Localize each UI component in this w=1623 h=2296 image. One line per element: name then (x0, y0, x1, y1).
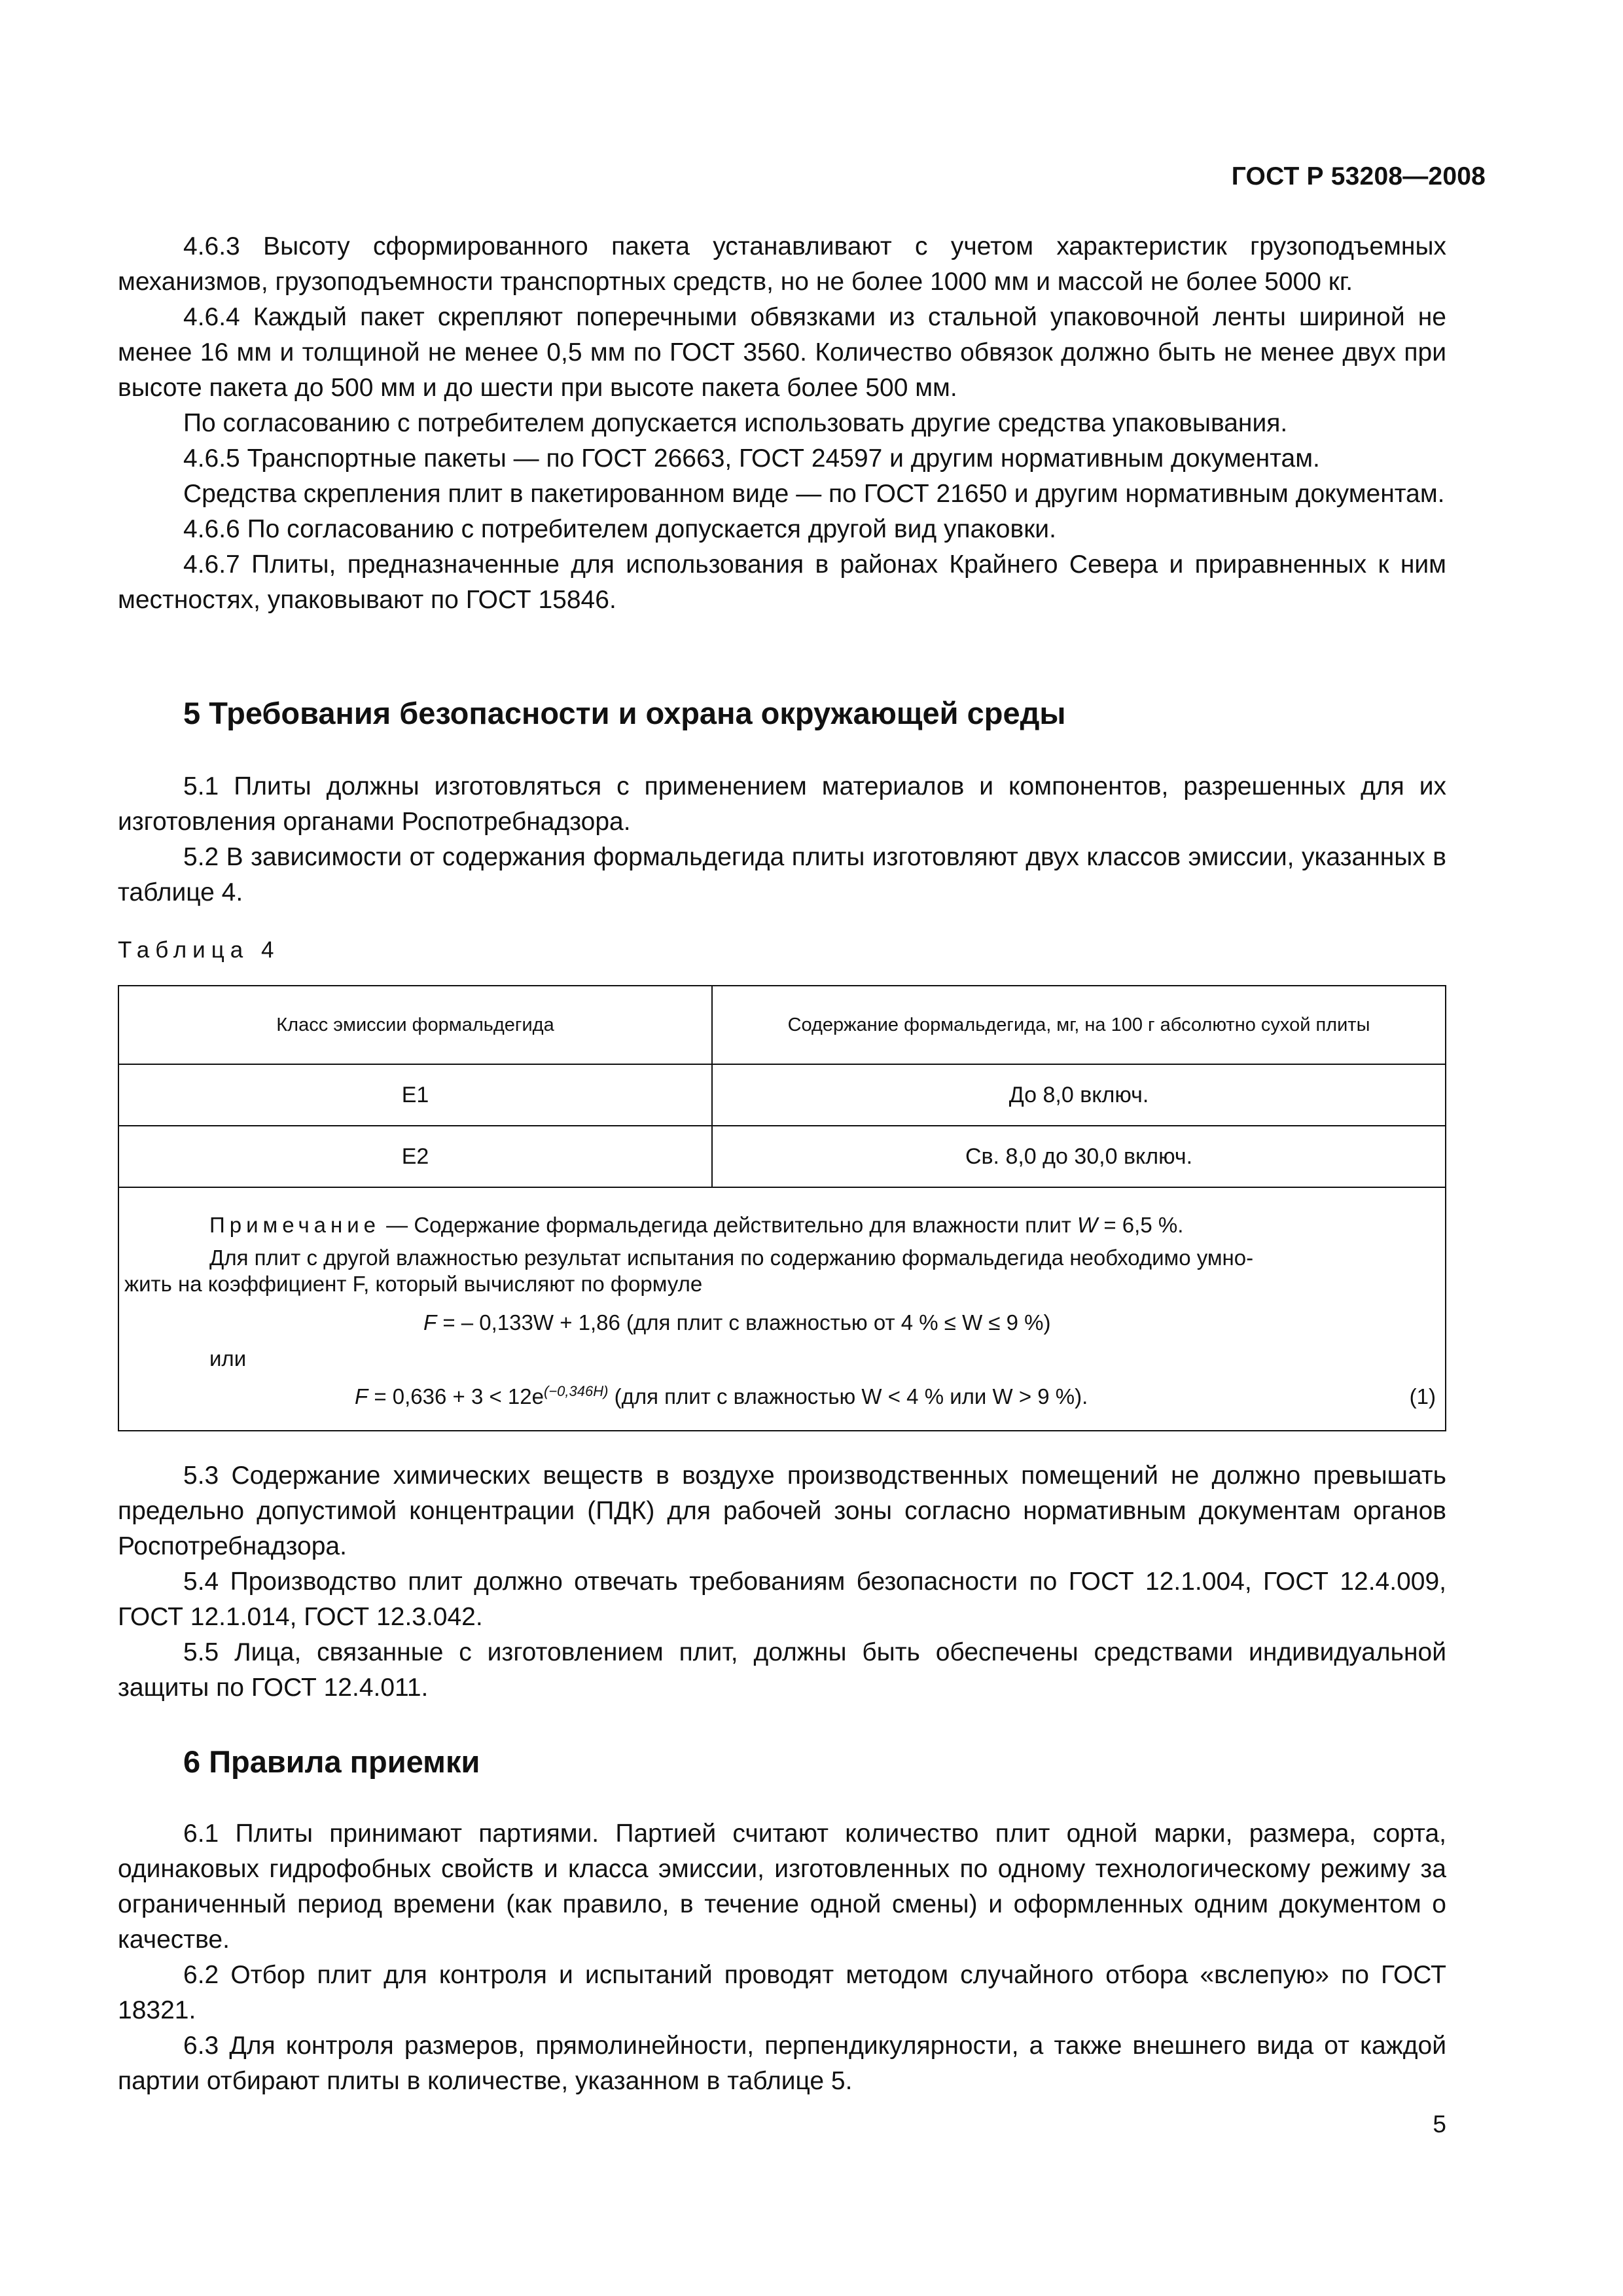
note-line-1 (209, 1213, 1183, 1238)
paragraph-6-2: 6.2 Отбор плит для контроля и испытаний проводят методом случайного отбора «вслепую» по ГОСТ 18321. (118, 1961, 1446, 2024)
note-or: или (209, 1346, 247, 1371)
paragraph-6-3: 6.3 Для контроля размеров, прямолинейности, перпендикулярности, а также внешнего вида от каждой партии отбирают плиты в количестве, указанном в таблице 5. (118, 2032, 1446, 2095)
paragraph-5-5: 5.5 Лица, связанные с изготовлением плит, должны быть обеспечены средствами индивидуальной защиты по ГОСТ 12.4.011. (118, 1638, 1446, 1702)
paragraph-5-3: 5.3 Содержание химических веществ в воздухе производственных помещений не должно превышать предельно допустимой концентрации (ПДК) для рабочей зоны согласно нормативным документам органов Роспотребнадзора. (118, 1462, 1446, 1560)
table-cell-class-e1: Е1 (401, 1082, 429, 1107)
note-text-1-tail: = 6,5 %. (1097, 1213, 1184, 1237)
paragraph-6-1: 6.1 Плиты принимают партиями. Партией считают количество плит одной марки, размера, сорта, одинаковых гидрофобных свойств и класса эмиссии, изготовленных по одному технологическому режиму за ограниченный период времени (как правило, в течение одной смены) и оформленных одним документом о качестве. (118, 1820, 1446, 1954)
paragraph-4-6-4-agreement: По согласованию с потребителем допускается использовать другие средства упаковывания. (183, 409, 1288, 437)
paragraph-4-6-3: 4.6.3 Высоту сформированного пакета устанавливают с учетом характеристик грузоподъемных механизмов, грузоподъемности транспортных средств, но не более 1000 мм и массой не более 5000 кг. (118, 232, 1446, 296)
table-4-caption: Таблица 4 (118, 937, 280, 963)
paragraph-4-6-5: 4.6.5 Транспортные пакеты — по ГОСТ 26663, ГОСТ 24597 и другим нормативным документам. (183, 444, 1320, 473)
formula-2-exponent: (−0,346H) (544, 1383, 609, 1399)
formula-1 (423, 1310, 1051, 1335)
page-number: 5 (1433, 2111, 1446, 2138)
table-4-note (119, 1189, 1445, 1431)
note-label: Примечание (209, 1213, 381, 1237)
table-header-formaldehyde-content: Содержание формальдегида, мг, на 100 г абсолютно сухой плиты (787, 1014, 1370, 1035)
formula-number: (1) (1409, 1384, 1436, 1408)
formula-1-rhs: = – 0,133W + 1,86 (для плит с влажностью от 4 % ≤ W ≤ 9 %) (437, 1310, 1051, 1335)
document-code: ГОСТ Р 53208—2008 (1231, 162, 1486, 190)
section-5-title: 5 Требования безопасности и охрана окружающей среды (183, 696, 1066, 730)
formula-1-lhs: F (423, 1310, 437, 1335)
formula-2-mid: = 0,636 + 3 < 12e (368, 1384, 544, 1408)
paragraph-5-2: 5.2 В зависимости от содержания формальдегида плиты изготовляют двух классов эмиссии, указанных в таблице 4. (118, 843, 1446, 906)
paragraph-4-6-5-fastening: Средства скрепления плит в пакетированном виде — по ГОСТ 21650 и другим нормативным документам. (183, 480, 1445, 508)
section-5-continued (118, 1458, 1446, 1706)
paragraph-4-6-7: 4.6.7 Плиты, предназначенные для использования в районах Крайнего Севера и приравненных к ним местностях, упаковывают по ГОСТ 15846. (118, 550, 1446, 614)
section-6-body (118, 1816, 1446, 2099)
clause-4-6-block (118, 229, 1446, 618)
formula-2-lhs: F (355, 1384, 368, 1408)
table-header-emission-class: Класс эмиссии формальдегида (276, 1014, 554, 1035)
formula-2 (355, 1384, 1088, 1409)
note-var-w: W (1077, 1213, 1098, 1237)
table-cell-class-e2: Е2 (401, 1143, 429, 1169)
note-line-2: Для плит с другой влажностью результат испытания по содержанию формальдегида необходимо умно- (209, 1246, 1254, 1270)
table-4 (118, 985, 1446, 1431)
table-row-divider (119, 1187, 1445, 1188)
paragraph-4-6-4: 4.6.4 Каждый пакет скрепляют поперечными обвязками из стальной упаковочной ленты шириной не менее 16 мм и толщиной не менее 0,5 мм по ГОСТ 3560. Количество обвязок должно быть не менее двух при высоте пакета до 500 мм и до шести при высоте пакета более 500 мм. (118, 303, 1446, 402)
paragraph-5-1: 5.1 Плиты должны изготовляться с применением материалов и компонентов, разрешенных для их изготовления органами Роспотребнадзора. (118, 772, 1446, 836)
paragraph-5-4: 5.4 Производство плит должно отвечать требованиям безопасности по ГОСТ 12.1.004, ГОСТ 12.4.009, ГОСТ 12.1.014, ГОСТ 12.3.042. (118, 1568, 1446, 1631)
paragraph-4-6-6: 4.6.6 По согласованию с потребителем допускается другой вид упаковки. (183, 515, 1056, 543)
formula-2-tail: (для плит с влажностью W < 4 % или W > 9 %). (608, 1384, 1088, 1408)
section-6-title: 6 Правила приемки (183, 1744, 480, 1779)
table-cell-content-e1: До 8,0 включ. (1008, 1082, 1149, 1107)
note-text-1: — Содержание формальдегида действительно для влажности плит (380, 1213, 1078, 1237)
table-cell-content-e2: Св. 8,0 до 30,0 включ. (965, 1143, 1193, 1169)
note-line-3: жить на коэффициент F, который вычисляют по формуле (124, 1272, 703, 1296)
section-5-intro (118, 769, 1446, 910)
